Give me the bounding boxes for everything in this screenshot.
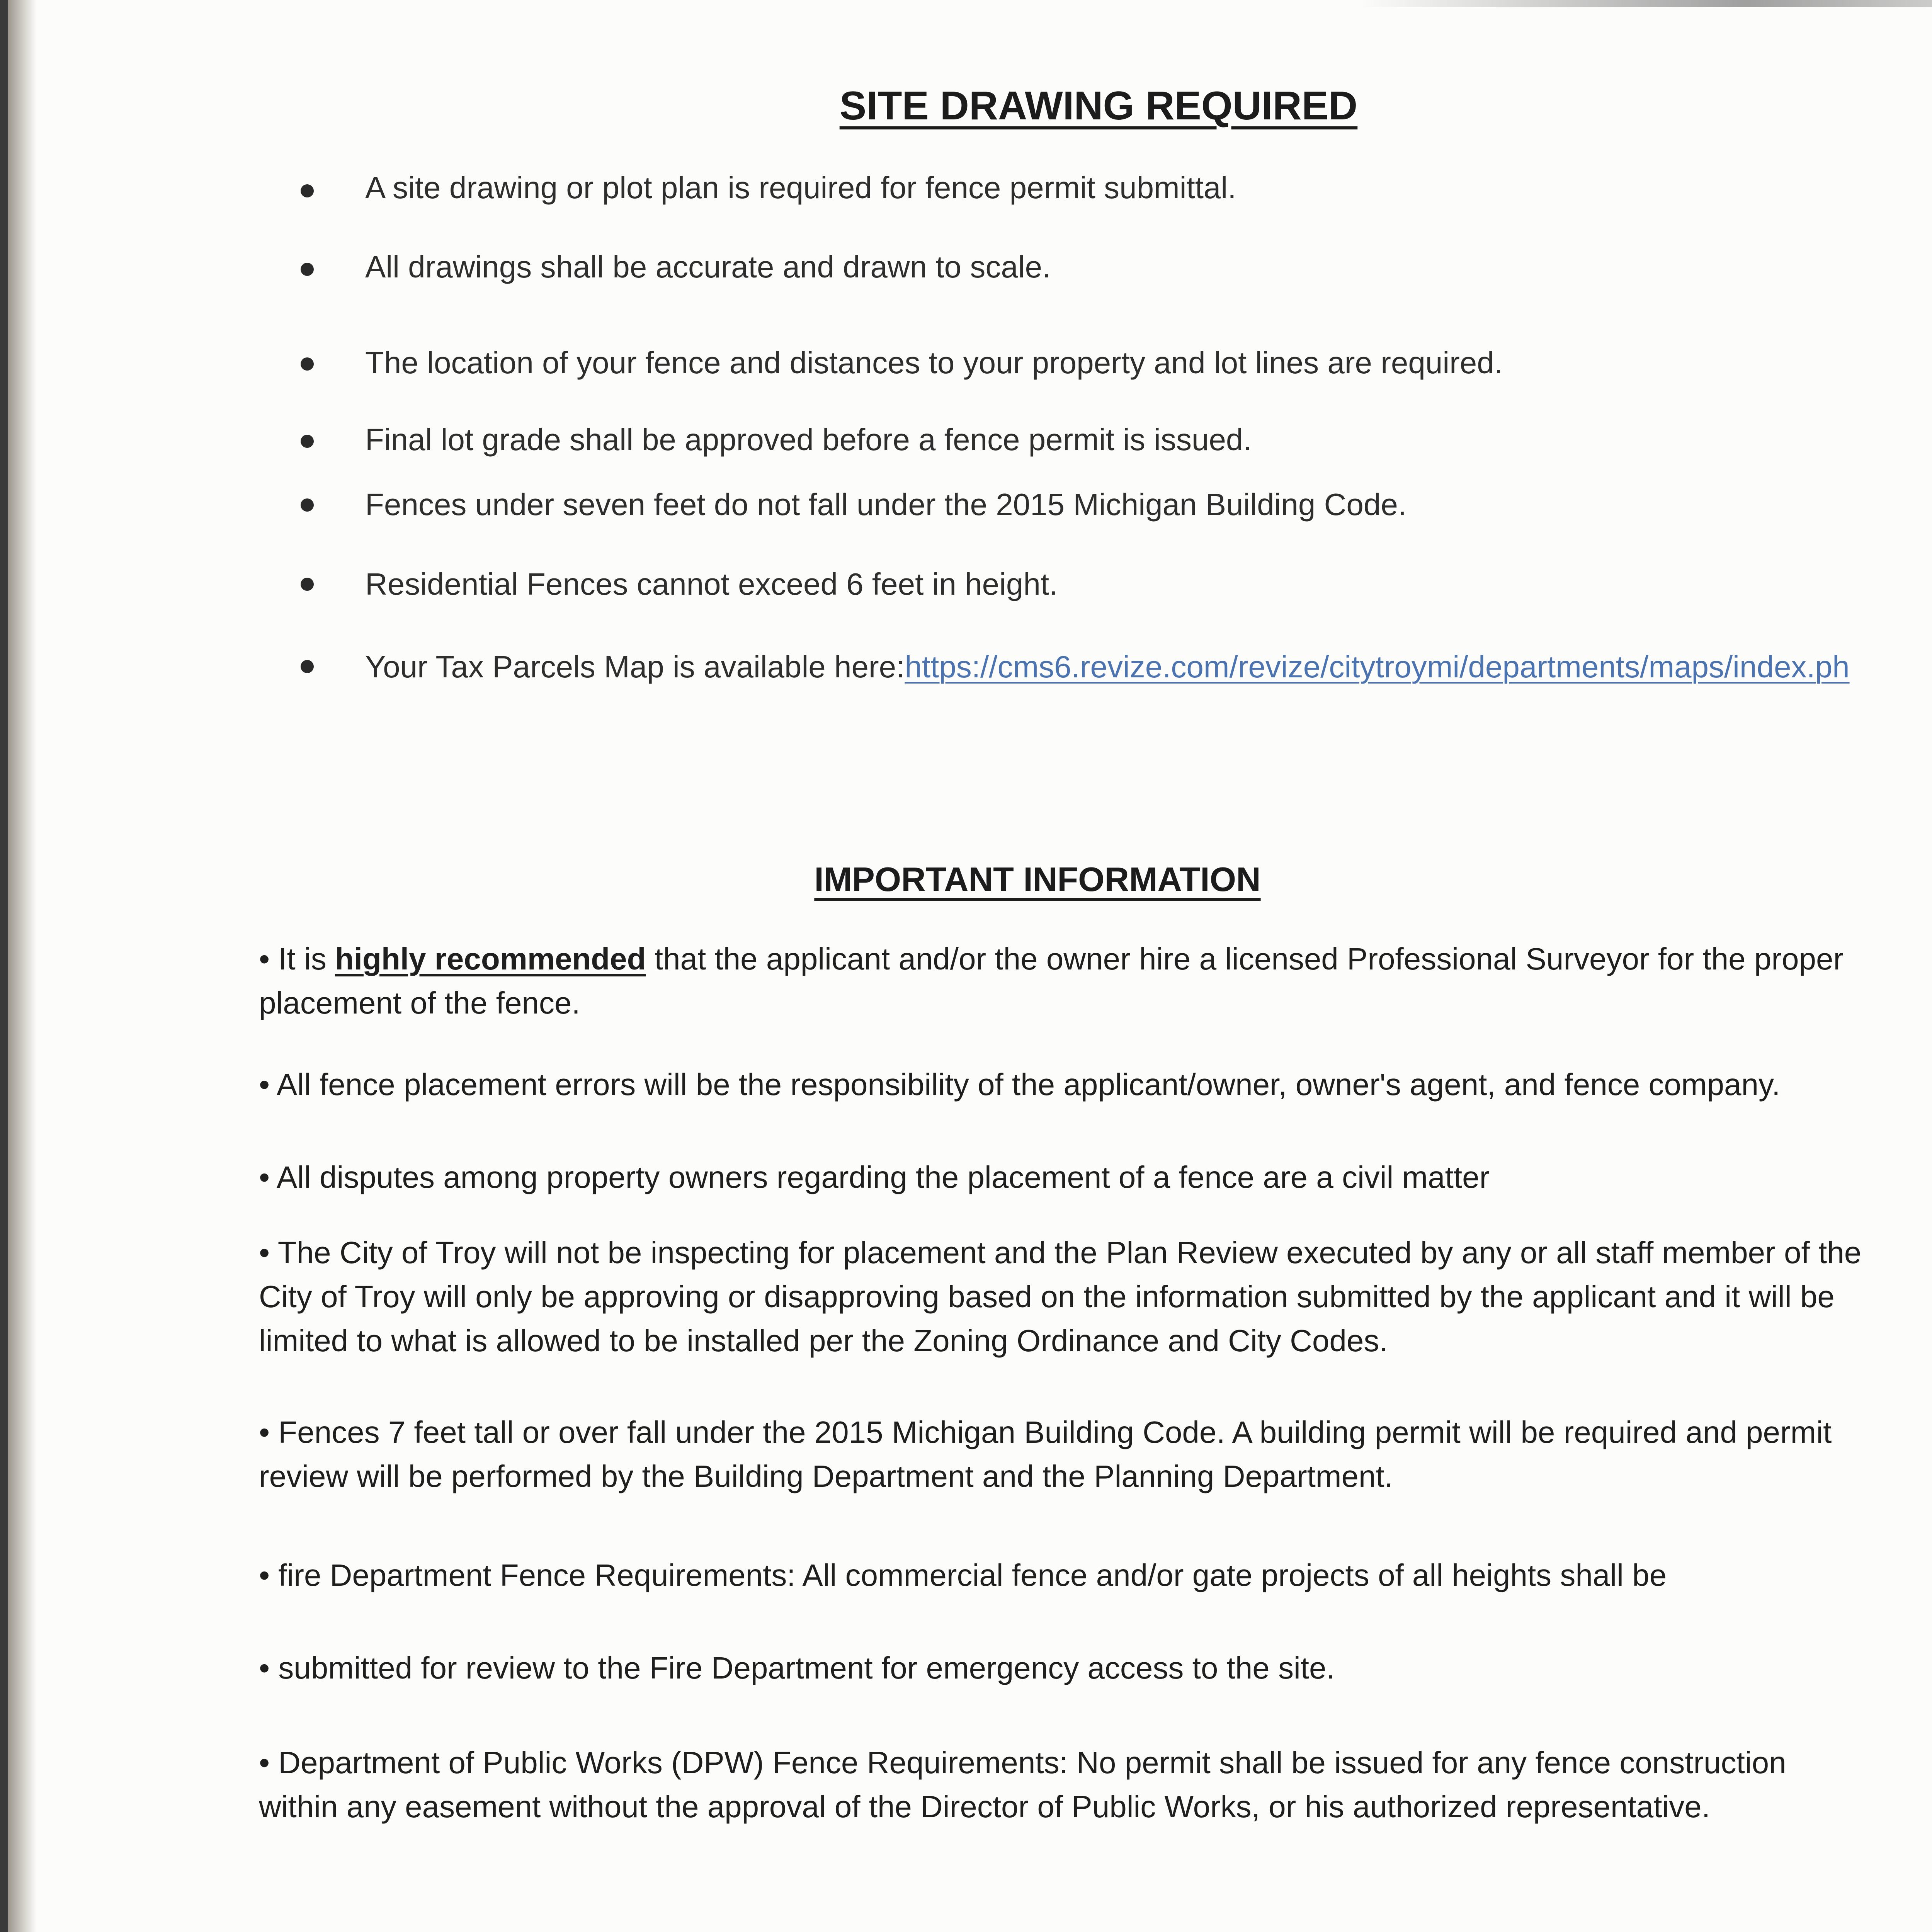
site-bullet-1: A site drawing or plot plan is required for fence permit submittal. (365, 170, 1236, 205)
bullet-dot (301, 184, 314, 197)
site-bullet-7 (365, 649, 1850, 685)
important-item-8: • Department of Public Works (DPW) Fence Requirements: No permit shall be issued for any fence construction within any easement without the approval of the Director of Public Works, or his authorized representative. (259, 1745, 1786, 1824)
highly-recommended-text: highly recommended (335, 942, 646, 976)
tax-map-text: Your Tax Parcels Map is available here: (365, 650, 905, 684)
site-bullet-6: Residential Fences cannot exceed 6 feet in height. (365, 567, 1058, 601)
bullet-dot (301, 578, 314, 591)
page-edge-shadow (8, 0, 37, 1932)
important-item-2: • All fence placement errors will be the responsibility of the applicant/owner, owner's agent, and fence company. (259, 1067, 1781, 1102)
page-top-edge (1360, 0, 1932, 7)
important-item-1-rest: that the applicant and/or the owner hire a licensed Professional Surveyor for the proper placement of the fence. (259, 942, 1844, 1020)
site-bullet-2: All drawings shall be accurate and drawn to scale. (365, 250, 1051, 284)
important-item-1 (259, 937, 1862, 1025)
important-item-4: • The City of Troy will not be inspecting for placement and the Plan Review executed by any or all staff member of the City of Troy will only be approving or disapproving based on the information submitted by the applicant and it will be limited to what is allowed to be installed per the Zoning Ordinance and City Codes. (259, 1235, 1862, 1358)
important-item-6: • fire Department Fence Requirements: All commercial fence and/or gate projects of all heights shall be (259, 1558, 1667, 1592)
bullet-dot (301, 498, 314, 512)
bullet-dot (301, 263, 314, 276)
important-item-5: • Fences 7 feet tall or over fall under the 2015 Michigan Building Code. A building permit will be required and permit review will be performed by the Building Department and the Planning Department. (259, 1415, 1832, 1493)
important-item-1-lead: • It is (259, 942, 335, 976)
site-drawing-title: SITE DRAWING REQUIRED (839, 83, 1358, 128)
site-bullet-3: The location of your fence and distances to your property and lot lines are required. (365, 345, 1503, 380)
important-item-7: • submitted for review to the Fire Department for emergency access to the site. (259, 1651, 1335, 1685)
bullet-dot (301, 435, 314, 448)
site-bullet-5: Fences under seven feet do not fall under the 2015 Michigan Building Code. (365, 487, 1407, 522)
important-info-title: IMPORTANT INFORMATION (814, 860, 1261, 898)
bullet-dot (301, 357, 314, 371)
tax-map-link[interactable]: https://cms6.revize.com/revize/citytroymi/departments/maps/index.ph (905, 650, 1850, 684)
important-item-3: • All disputes among property owners regarding the placement of a fence are a civil matter (259, 1160, 1490, 1194)
bullet-dot (301, 660, 314, 673)
document-page (8, 0, 1932, 1932)
site-bullet-4: Final lot grade shall be approved before a fence permit is issued. (365, 422, 1252, 457)
